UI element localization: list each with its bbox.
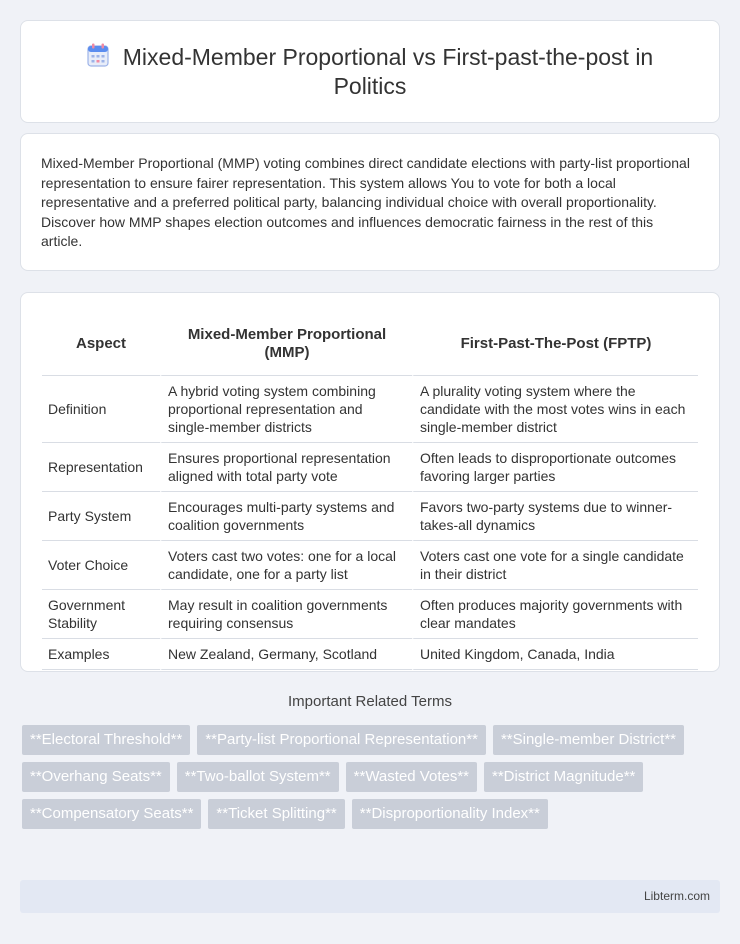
page-title-text: Mixed-Member Proportional vs First-past-the-post in Politics	[122, 44, 654, 99]
title-card	[20, 20, 720, 123]
table-row	[42, 639, 698, 670]
related-term-tag[interactable]: **Ticket Splitting**	[208, 799, 344, 829]
related-term-tag[interactable]: **District Magnitude**	[484, 762, 643, 792]
row-aspect: Definition	[42, 376, 160, 443]
table-row	[42, 376, 698, 443]
row-fptp: Voters cast one vote for a single candidate in their district	[412, 541, 698, 590]
header-fptp: First-Past-The-Post (FPTP)	[412, 313, 698, 376]
row-fptp: Often produces majority governments with clear mandates	[412, 590, 698, 639]
row-aspect: Voter Choice	[42, 541, 160, 590]
table-row	[42, 492, 698, 541]
footer-site-link[interactable]: Libterm.com	[643, 889, 710, 903]
comparison-card	[20, 292, 720, 672]
related-term-tag[interactable]: **Single-member District**	[493, 725, 684, 755]
header-aspect: Aspect	[42, 313, 160, 376]
related-terms-title: Important Related Terms	[288, 693, 452, 710]
row-mmp: A hybrid voting system combining proportional representation and single-member districts	[160, 376, 412, 443]
row-mmp: New Zealand, Germany, Scotland	[160, 639, 412, 670]
intro-paragraph: Mixed-Member Proportional (MMP) voting combines direct candidate elections with party-list proportional representation to ensure fairer representation. This system allows You to vote for both a local representative and a preferred political party, balancing individual choice with overall proportionality. Discover how MMP shapes election outcomes and influences democratic fairness in the rest of this article.	[41, 155, 690, 250]
related-term-tag[interactable]: **Two-ballot System**	[177, 762, 339, 792]
header-mmp: Mixed-Member Proportional (MMP)	[160, 313, 412, 376]
row-aspect: Examples	[42, 639, 160, 670]
table-header-row	[42, 313, 698, 376]
table-row	[42, 590, 698, 639]
row-aspect: Representation	[42, 443, 160, 492]
row-fptp: A plurality voting system where the candidate with the most votes wins in each single-member district	[412, 376, 698, 443]
row-fptp: Often leads to disproportionate outcomes favoring larger parties	[412, 443, 698, 492]
related-term-tag[interactable]: **Disproportionality Index**	[352, 799, 548, 829]
row-mmp: Encourages multi-party systems and coalition governments	[160, 492, 412, 541]
row-mmp: Ensures proportional representation aligned with total party vote	[160, 443, 412, 492]
row-aspect: Party System	[42, 492, 160, 541]
row-fptp: United Kingdom, Canada, India	[412, 639, 698, 670]
page-title	[61, 43, 679, 101]
related-term-tag[interactable]: **Wasted Votes**	[346, 762, 477, 792]
comparison-table	[42, 313, 698, 670]
related-term-tag[interactable]: **Electoral Threshold**	[22, 725, 190, 755]
related-terms-list	[22, 725, 712, 829]
related-term-tag[interactable]: **Overhang Seats**	[22, 762, 170, 792]
calendar-icon	[87, 43, 109, 67]
related-term-tag[interactable]: **Party-list Proportional Representation**	[197, 725, 486, 755]
intro-card	[20, 133, 720, 271]
footer	[20, 880, 720, 913]
row-fptp: Favors two-party systems due to winner-takes-all dynamics	[412, 492, 698, 541]
row-aspect: Government Stability	[42, 590, 160, 639]
related-term-tag[interactable]: **Compensatory Seats**	[22, 799, 201, 829]
table-row	[42, 541, 698, 590]
table-row	[42, 443, 698, 492]
row-mmp: May result in coalition governments requiring consensus	[160, 590, 412, 639]
row-mmp: Voters cast two votes: one for a local candidate, one for a party list	[160, 541, 412, 590]
